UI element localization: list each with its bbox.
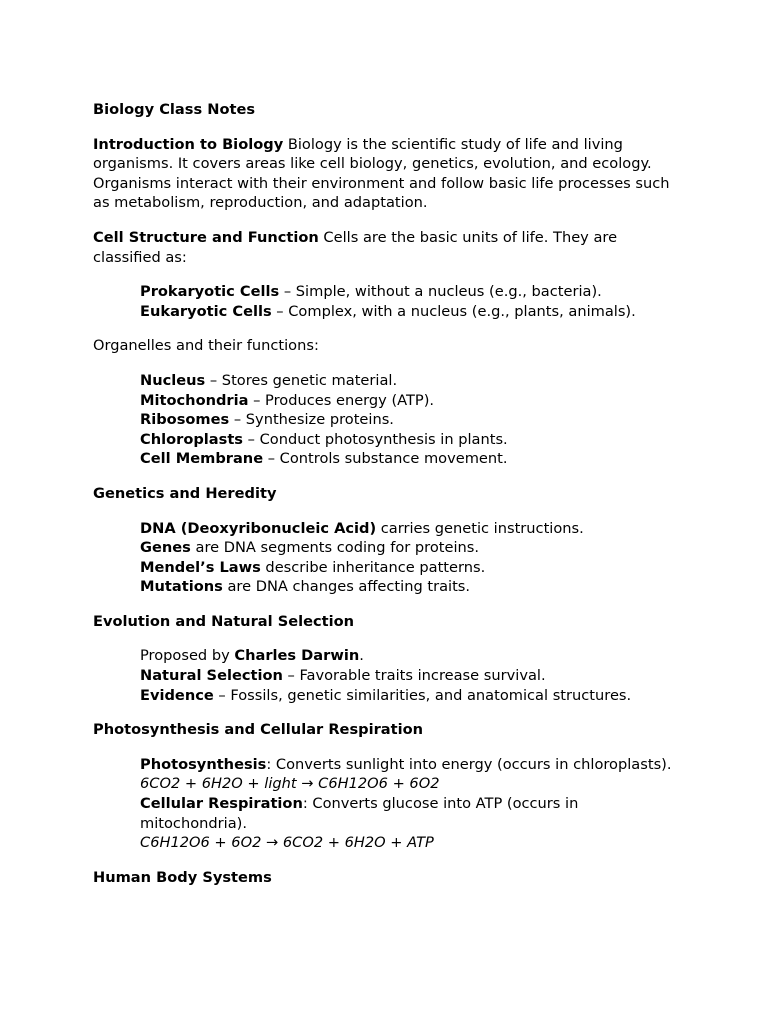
list-item: Prokaryotic Cells – Simple, without a nucleus (e.g., bacteria). <box>140 283 602 301</box>
body-heading: Human Body Systems <box>93 868 272 886</box>
organelles-list <box>93 371 683 469</box>
list-item: Cellular Respiration: Converts glucose into ATP (occurs in mitochondria). <box>140 795 579 832</box>
list-item: Genes are DNA segments coding for proteins. <box>140 539 480 557</box>
list-item: Proposed by Charles Darwin. <box>140 647 364 665</box>
list-item: Mutations are DNA changes affecting traits. <box>140 578 471 596</box>
organelles-intro: Organelles and their functions: <box>93 337 319 355</box>
evolution-list <box>93 646 683 705</box>
photo-list <box>93 755 683 853</box>
list-item: Evidence – Fossils, genetic similarities, and anatomical structures. <box>140 686 632 704</box>
cell-paragraph <box>93 228 683 267</box>
respiration-equation: C6H12O6 + 6O2 → 6CO2 + 6H2O + ATP <box>140 834 434 852</box>
intro-paragraph <box>93 135 683 213</box>
list-item: DNA (Deoxyribonucleic Acid) carries genetic instructions. <box>140 519 584 537</box>
list-item: Natural Selection – Favorable traits increase survival. <box>140 667 546 685</box>
list-item: Chloroplasts – Conduct photosynthesis in plants. <box>140 430 508 448</box>
list-item: Mitochondria – Produces energy (ATP). <box>140 391 435 409</box>
list-item: Nucleus – Stores genetic material. <box>140 371 398 389</box>
list-item: Eukaryotic Cells – Complex, with a nucleus (e.g., plants, animals). <box>140 302 636 320</box>
cell-types-list <box>93 282 683 321</box>
document-content <box>93 100 683 887</box>
list-item: Photosynthesis: Converts sunlight into energy (occurs in chloroplasts). <box>140 755 672 773</box>
photo-heading: Photosynthesis and Cellular Respiration <box>93 721 424 739</box>
evolution-heading: Evolution and Natural Selection <box>93 612 355 630</box>
photosynthesis-equation: 6CO2 + 6H2O + light → C6H12O6 + 6O2 <box>140 775 440 793</box>
intro-text: Biology is the scientific study of life and living organisms. It covers areas like cell biology, genetics, evolution, and ecology. Organisms interact with their environment and follow basic life processes such as metabolism, reproduction, and adaptation. <box>93 135 670 212</box>
genetics-list <box>93 519 683 597</box>
document-title: Biology Class Notes <box>93 101 256 118</box>
list-item: Cell Membrane – Controls substance movement. <box>140 450 508 468</box>
cell-text: Cells are the basic units of life. They are classified as: <box>93 228 618 266</box>
intro-heading: Introduction to Biology <box>93 135 284 153</box>
list-item: Ribosomes – Synthesize proteins. <box>140 411 394 429</box>
cell-heading: Cell Structure and Function <box>93 228 319 246</box>
genetics-heading: Genetics and Heredity <box>93 484 277 502</box>
list-item: Mendel’s Laws describe inheritance patterns. <box>140 558 486 576</box>
